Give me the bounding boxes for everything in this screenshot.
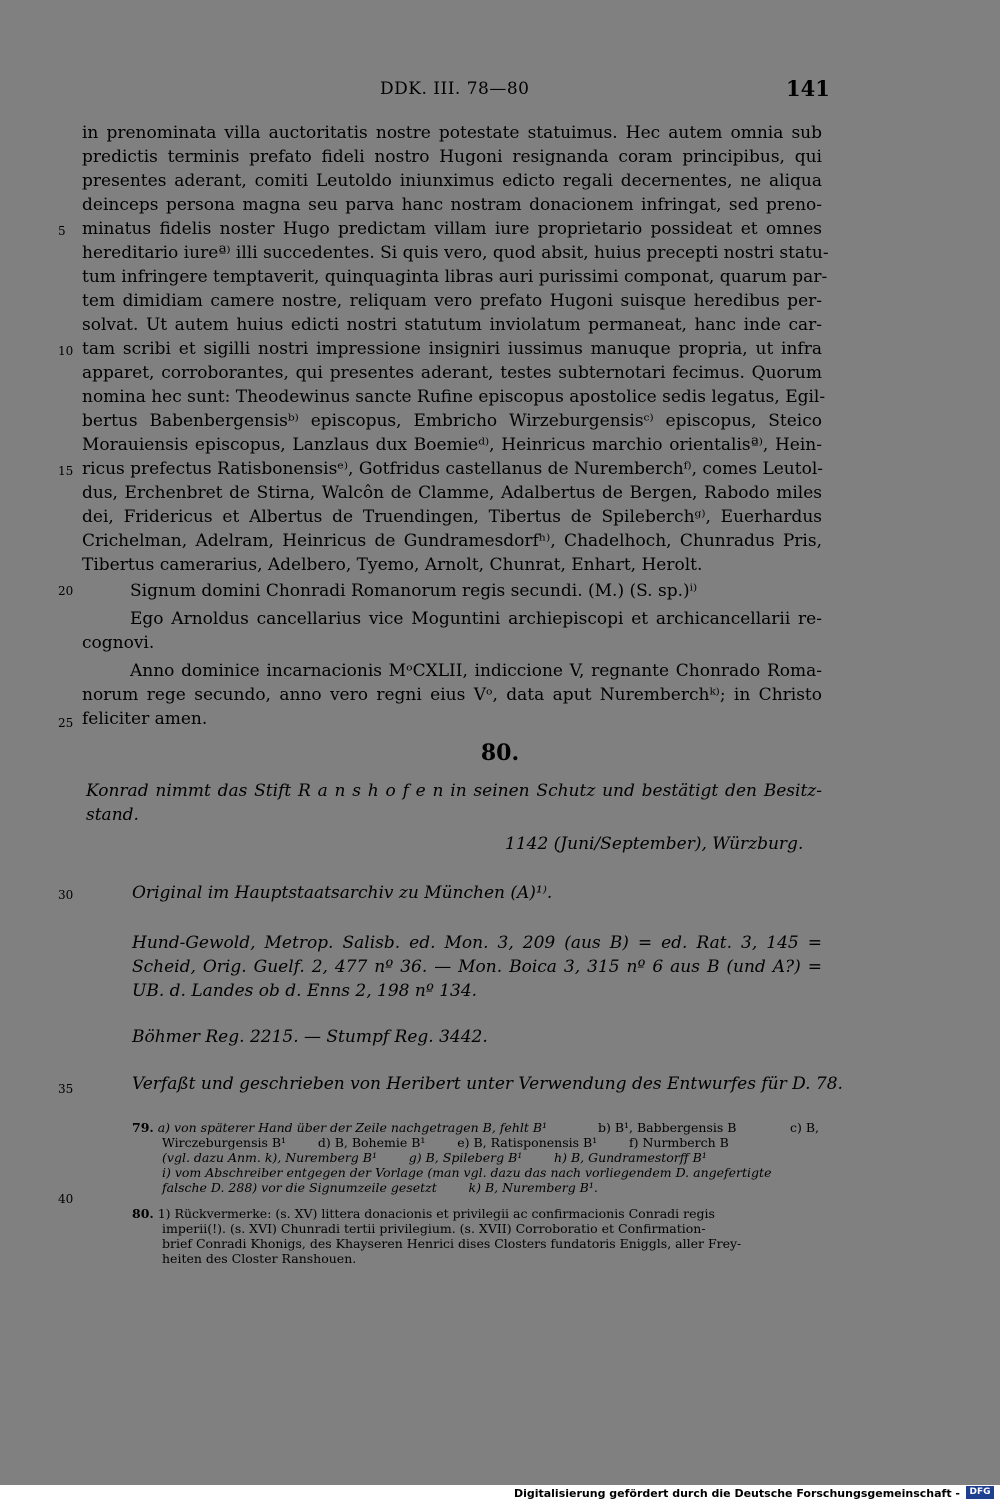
document-number: 80. <box>480 740 520 766</box>
editions-line: UB. d. Landes ob d. Enns 2, 198 nº 134. <box>132 981 478 1001</box>
footnote-79-line2: Wirczeburgensis B¹ d) B, Bohemie B¹ e) B, Ratisponensis B¹ f) Nurmberch B <box>162 1135 729 1150</box>
regest-line: Konrad nimmt das Stift R a n s h o f e n in seinen Schutz und bestätigt den Besitz- <box>86 781 822 801</box>
dfg-logo: DFG <box>966 1486 994 1499</box>
footnote-79-line1 <box>132 1120 547 1135</box>
body-line: Tibertus camerarius, Adelbero, Tyemo, Arnolt, Chunrat, Enhart, Herolt. <box>82 555 703 575</box>
body-line: hereditario iureª⁾ illi succedentes. Si quis vero, quod absit, huius precepti nostri statu- <box>82 243 829 263</box>
dating-line: feliciter amen. <box>82 709 208 729</box>
recognition-line: Ego Arnoldus cancellarius vice Moguntini archiepiscopi et archicancellarii re- <box>130 609 822 629</box>
recognition-line: cognovi. <box>82 633 155 653</box>
line-number: 30 <box>58 888 74 902</box>
editions-line: Hund-Gewold, Metrop. Salisb. ed. Mon. 3, 209 (aus B) = ed. Rat. 3, 145 = <box>132 933 822 953</box>
body-line: apparet, corroborantes, qui presentes aderant, testes subternotari fecimus. Quorum <box>82 363 822 383</box>
regest-line: stand. <box>86 805 139 825</box>
body-line: nomina hec sunt: Theodewinus sancte Rufine episcopus apostolice sedis legatus, Egil- <box>82 387 826 407</box>
footnote-label: 80. <box>132 1206 154 1221</box>
footnote-entry: 1) Rückvermerke: (s. XV) littera donacionis et privilegii ac confirmacionis Conradi regis <box>157 1206 715 1221</box>
footnote-entry: a) von späterer Hand über der Zeile nachgetragen B, fehlt B¹ <box>157 1120 548 1135</box>
body-line: solvat. Ut autem huius edicti nostri statutum inviolatum permaneat, hanc inde car- <box>82 315 822 335</box>
body-line: tam scribi et sigilli nostri impressione insigniri iussimus manuque propria, ut infra <box>82 339 822 359</box>
body-line: deinceps persona magna seu parva hanc nostram donacionem infringat, sed preno- <box>82 195 822 215</box>
date-place: 1142 (Juni/September), Würzburg. <box>505 834 804 854</box>
footnote-79-line4: i) vom Abschreiber entgegen der Vorlage (man vgl. dazu das nach vorliegendem D. angefertigte <box>162 1165 772 1180</box>
footnote-80-line4: heiten des Closter Ranshouen. <box>162 1251 357 1266</box>
regesta-line: Böhmer Reg. 2215. — Stumpf Reg. 3442. <box>132 1027 488 1047</box>
signum-line: Signum domini Chonradi Romanorum regis secundi. (M.) (S. sp.)ⁱ⁾ <box>130 581 698 601</box>
footnote-79-line3: (vgl. dazu Anm. k), Nuremberg B¹ g) B, Spileberg B¹ h) B, Gundramestorff B¹ <box>162 1150 707 1165</box>
body-line: bertus Babenbergensisᵇ⁾ episcopus, Embricho Wirzeburgensisᶜ⁾ episcopus, Steico <box>82 411 822 431</box>
footnote-entry: c) B, <box>790 1120 820 1135</box>
body-line: minatus fidelis noster Hugo predictam villam iure proprietario possideat et omnes <box>82 219 822 239</box>
footnote-80-line3: brief Conradi Khonigs, des Khayseren Henrici dises Closters fundatoris Eniggls, aller Frey- <box>162 1236 742 1251</box>
editions-line: Scheid, Orig. Guelf. 2, 477 nº 36. — Mon. Boica 3, 315 nº 6 aus B (und A?) = <box>132 957 822 977</box>
body-line: ricus prefectus Ratisbonensisᵉ⁾, Gotfridus castellanus de Nuremberchᶠ⁾, comes Leutol- <box>82 459 824 479</box>
authorship-line: Verfaßt und geschrieben von Heribert unter Verwendung des Entwurfes für D. 78. <box>132 1074 843 1094</box>
line-number: 20 <box>58 584 74 598</box>
body-line: Crichelman, Adelram, Heinricus de Gundramesdorfʰ⁾, Chadelhoch, Chunradus Pris, <box>82 531 822 551</box>
footnote-label: 79. <box>132 1120 154 1135</box>
footnote-80-line1 <box>132 1206 715 1221</box>
line-number: 25 <box>58 716 74 730</box>
footnote-80-line2: imperii(!). (s. XVI) Chunradi tertii privilegium. (s. XVII) Corroboratio et Confirmation- <box>162 1221 706 1236</box>
body-line: tum infringere temptaverit, quinquaginta libras auri purissimi componat, quarum par- <box>82 267 828 287</box>
line-number: 35 <box>58 1082 74 1096</box>
original-note: Original im Hauptstaatsarchiv zu München (A)¹⁾. <box>132 883 553 903</box>
line-number: 40 <box>58 1192 74 1206</box>
body-line: presentes aderant, comiti Leutoldo iniunximus edicto regali decernentes, ne aliqua <box>82 171 822 191</box>
body-line: predictis terminis prefato fideli nostro Hugoni resignanda coram principibus, qui <box>82 147 822 167</box>
dating-line: Anno dominice incarnacionis MᵒCXLII, indiccione V, regnante Chonrado Roma- <box>130 661 822 681</box>
line-number: 10 <box>58 344 74 358</box>
page-number: 141 <box>786 76 830 101</box>
footnote-79-line5: falsche D. 288) vor die Signumzeile gesetzt k) B, Nuremberg B¹. <box>162 1180 598 1195</box>
body-line: dus, Erchenbret de Stirna, Walcôn de Clamme, Adalbertus de Bergen, Rabodo miles <box>82 483 822 503</box>
footer-credit: Digitalisierung gefördert durch die Deutsche Forschungsgemeinschaft - <box>513 1487 960 1500</box>
body-line: Morauiensis episcopus, Lanzlaus dux Boemieᵈ⁾, Heinricus marchio orientalisª⁾, Hein- <box>82 435 822 455</box>
footnote-entry: b) B¹, Babbergensis B <box>598 1120 737 1135</box>
body-line: in prenominata villa auctoritatis nostre potestate statuimus. Hec autem omnia sub <box>82 123 822 143</box>
dating-line: norum rege secundo, anno vero regni eius Vᵒ, data aput Nuremberchᵏ⁾; in Christo <box>82 685 822 705</box>
running-header: DDK. III. 78—80 <box>380 79 530 99</box>
line-number: 5 <box>58 224 66 238</box>
body-line: tem dimidiam camere nostre, reliquam vero prefato Hugoni suisque heredibus per- <box>82 291 822 311</box>
line-number: 15 <box>58 464 74 478</box>
body-line: dei, Fridericus et Albertus de Truendingen, Tibertus de Spileberchᵍ⁾, Euerhardus <box>82 507 822 527</box>
